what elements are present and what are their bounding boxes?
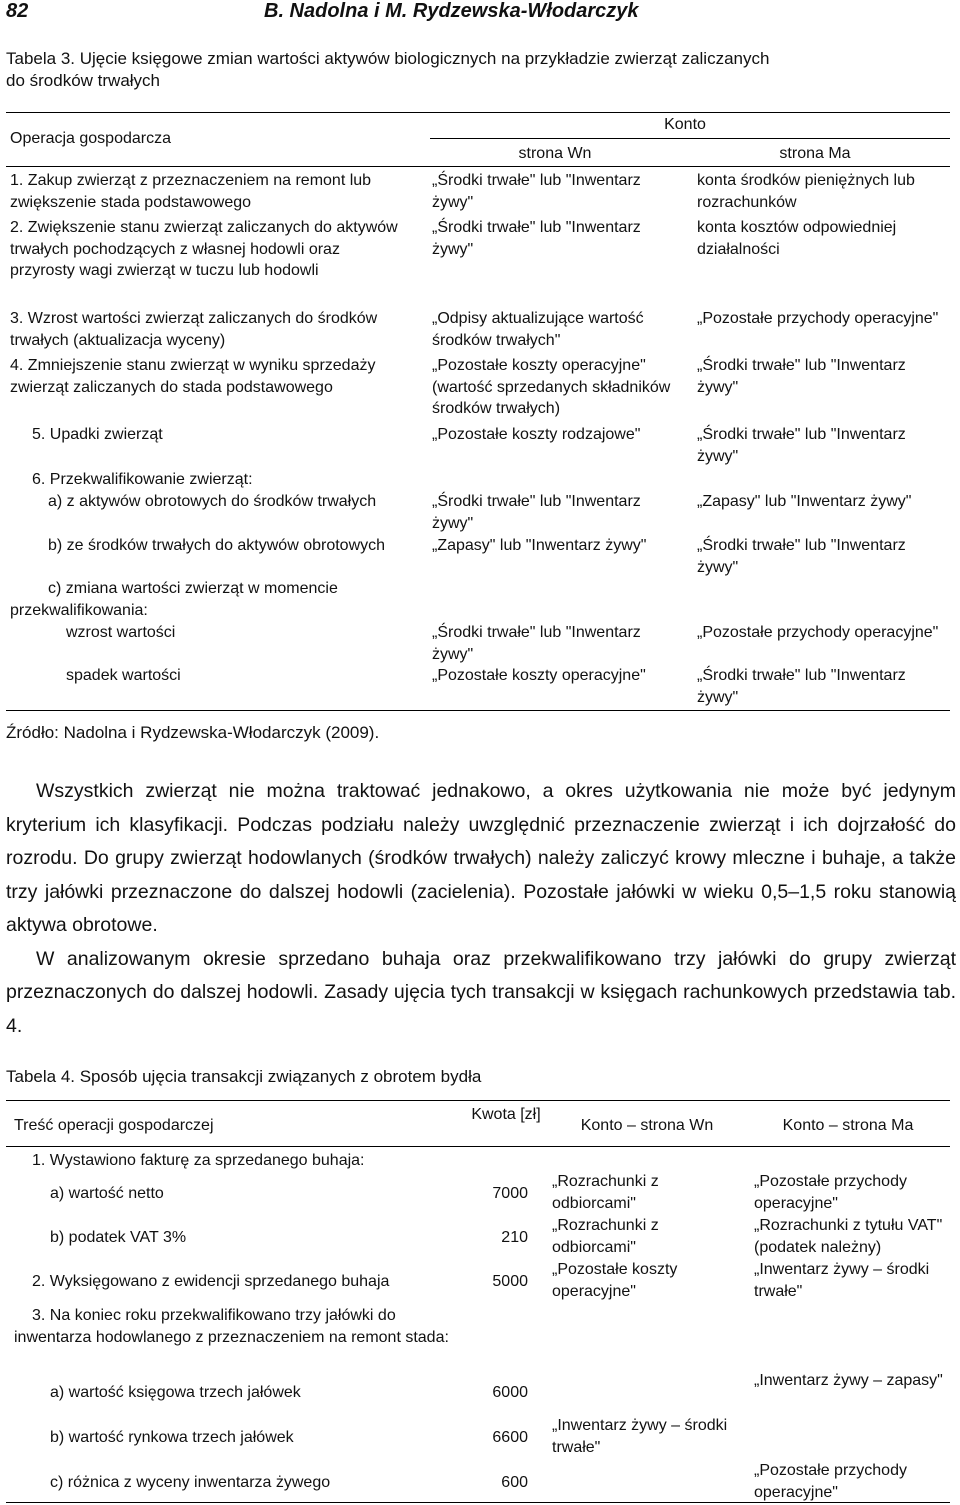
table3-source: Źródło: Nadolna i Rydzewska-Włodarczyk (2009). [6,723,380,742]
table4-row1a-wn-cell: „Rozrachunki z odbiorcami" [552,1173,659,1212]
table4-row2-op: 2. Wyksięgowano z ewidencji sprzedanego buhaja [32,1273,390,1290]
table4-row3c-amount: 600 [501,1474,528,1491]
table3-row5-ma-cell: „Środki trwałe" lub "Inwentarz żywy" [697,426,906,465]
table4-row1-op: 1. Wystawiono fakturę za sprzedanego buhaja: [32,1152,365,1169]
table3-row3-wn: Odpisy aktualizujące wartość środków trwałych" [432,310,644,349]
table3-row-increase-ma-cell: „Pozostałe przychody operacyjne" [697,624,939,641]
table3-caption-line1: Tabela 3. Ujęcie księgowe zmian wartości aktywów biologicznych na przykładzie zwierząt zaliczanych [6,49,770,68]
table3-row6a-wn: Środki trwałe" lub "Inwentarz żywy" [432,493,641,532]
table4-row2-wn: Pozostałe koszty operacyjne" [552,1261,678,1300]
table4-row3c-op: c) różnica z wyceny inwentarza żywego [50,1474,331,1491]
table3-row-decrease-wn: Pozostałe koszty operacyjne" [437,667,646,684]
table3-row1-wn: Środki trwałe" lub "Inwentarz żywy" [432,172,641,211]
table3-row5-ma: Środki trwałe" lub "Inwentarz żywy" [697,426,906,465]
table4-caption: Tabela 4. Sposób ujęcia transakcji związanych z obrotem bydła [6,1067,482,1086]
paragraph-2: W analizowanym okresie sprzedano buhaja oraz przekwalifikowano trzy jałówki do grupy zwierząt przeznaczonych do dalszej hodowli. Zasady ujęcia tych transakcji w księgach rachunkowych przedstawia tab. 4. [6,947,956,1037]
table4-row1b-wn-cell: „Rozrachunki z odbiorcami" [552,1217,659,1256]
paragraph-1: Wszystkich zwierząt nie można traktować jednakowo, a okres użytkowania nie może być jedynym kryterium ich klasyfikacji. Podczas podziału należy uwzględnić przeznaczenie zwierząt i ich dojrzałość do rozrodu. Do grupy zwierząt hodowlanych (środków trwałych) należy zaliczyć krowy mleczne i buhaje, a także trzy jałówki przeznaczone do dalszej hodowli (zacielenia). Pozostałe jałówki w wieku 0,5–1,5 roku stanowią aktywa obrotowe. [6,780,956,936]
table4-row3c-ma-cell: „Pozostałe przychody operacyjne" [754,1462,907,1501]
table3-header-rule [6,166,950,167]
table4-header-amount: Kwota [zł] [471,1106,541,1123]
body-text [6,775,956,1043]
table3-row4-ma: Środki trwałe" lub "Inwentarz żywy" [697,357,906,396]
table3-row5-wn-cell: „Pozostałe koszty rodzajowe" [432,426,641,443]
table3-row6b-ma-cell: „Środki trwałe" lub "Inwentarz żywy" [697,537,906,576]
table3-row5-wn: Pozostałe koszty rodzajowe" [437,426,641,443]
table3-row-increase-wn-cell: „Środki trwałe" lub "Inwentarz żywy" [432,624,641,663]
table3-row-wn: „Środki trwałe" lub "Inwentarz żywy" [432,172,641,211]
table3-header-wn: strona Wn [518,145,592,162]
table4-row3a-amount: 6000 [492,1384,528,1401]
table3-row-increase-wn: Środki trwałe" lub "Inwentarz żywy" [432,624,641,663]
table4-row2-ma: Inwentarz żywy – środki trwałe" [754,1261,930,1300]
running-header [6,0,956,28]
table3-row6c-op: c) zmiana wartości zwierząt w momencie przekwalifikowania: [10,580,338,619]
table3-row-operation [10,170,408,213]
table3-row-decrease-wn-cell: „Pozostałe koszty operacyjne" [432,667,646,684]
table3-caption [6,48,956,92]
table3-bottom-rule [6,710,950,711]
table3-top-rule [6,112,950,113]
table3-header-konto: Konto [664,116,706,133]
table4-row3a-ma-cell: „Inwentarz żywy – zapasy" [754,1372,943,1389]
table3-row6a-ma: Zapasy" lub "Inwentarz żywy" [702,493,912,510]
table4-header-rule [6,1146,950,1147]
table3-header-operation: Operacja gospodarcza [10,130,171,147]
table3-row3-op: 3. Wzrost wartości zwierząt zaliczanych do środków trwałych (aktualizacja wyceny) [10,310,378,349]
table3-row6b-ma: Środki trwałe" lub "Inwentarz żywy" [697,537,906,576]
table4-row1a-op: a) wartość netto [50,1185,164,1202]
table3-row4-wn-cell: „Pozostałe koszty operacyjne" (wartość sprzedanych składników środków trwałych) [432,357,671,417]
table3-row3-ma: Pozostałe przychody operacyjne" [702,310,939,327]
table4-row1a-ma-cell: „Pozostałe przychody operacyjne" [754,1173,907,1212]
table4-row3-op: 3. Na koniec roku przekwalifikowano trzy jałówki do inwentarza hodowlanego z przeznaczeniem na remont stada: [14,1307,449,1346]
table3-row2-ma: konta kosztów odpowiedniej działalności [697,219,897,258]
table3-row1-op: 1. Zakup zwierząt z przeznaczeniem na remont lub zwiększenie stada podstawowego [10,172,372,211]
table3-row6b-wn: Zapasy" lub "Inwentarz żywy" [437,537,647,554]
table4-row3b-op: b) wartość rynkowa trzech jałówek [50,1429,294,1446]
table4-row1a-wn: Rozrachunki z odbiorcami" [552,1173,659,1212]
table3-row6a-op: a) z aktywów obrotowych do środków trwałych [48,493,377,510]
table4-row1b-op: b) podatek VAT 3% [50,1229,187,1246]
table4-row3a-ma: Inwentarz żywy – zapasy" [759,1372,943,1389]
table3-row4-ma-cell: „Środki trwałe" lub "Inwentarz żywy" [697,357,906,396]
table3-row2-op: 2. Zwiększenie stanu zwierząt zaliczanych do aktywów trwałych pochodzących z własnej hodowli oraz przyrosty wagi zwierząt w tuczu lub hodowli [10,219,398,279]
table4-top-rule [6,1100,950,1101]
table4-header-wn: Konto – strona Wn [580,1117,714,1134]
table3-row2-wn: Środki trwałe" lub "Inwentarz żywy" [432,219,641,258]
table3-caption-line2: do środków trwałych [6,71,161,90]
table3-row6a-wn-cell: „Środki trwałe" lub "Inwentarz żywy" [432,493,641,532]
table4-row1b-ma: Rozrachunki z tytułu VAT" (podatek należny) [754,1217,943,1256]
table3-row-decrease-op: spadek wartości [66,667,181,684]
table4-row3b-wn: Inwentarz żywy – środki trwałe" [552,1417,728,1456]
table3-row3-ma-cell: „Pozostałe przychody operacyjne" [697,310,939,327]
table4-row2-wn-cell: „Pozostałe koszty operacyjne" [552,1261,678,1300]
table3-row3-wn-cell: „Odpisy aktualizujące wartość środków trwałych" [432,310,644,349]
table4-row1a-ma: Pozostałe przychody operacyjne" [754,1173,907,1212]
table3-row4-wn: Pozostałe koszty operacyjne" (wartość sprzedanych składników środków trwałych) [432,357,671,417]
table3-header-ma: strona Ma [779,145,851,162]
table4-row3c-ma: Pozostałe przychody operacyjne" [754,1462,907,1501]
table3-row2-wn-cell: „Środki trwałe" lub "Inwentarz żywy" [432,219,641,258]
table3-row4-op: 4. Zmniejszenie stanu zwierząt w wyniku sprzedaży zwierząt zaliczanych do stada podstawowego [10,357,376,396]
table4-row1b-ma-cell: „Rozrachunki z tytułu VAT" (podatek należny) [754,1217,943,1256]
page-number: 82 [6,0,29,22]
table4-row2-amount: 5000 [492,1273,528,1290]
table3-row6a-ma-cell: „Zapasy" lub "Inwentarz żywy" [697,493,912,510]
table3-row5-op: 5. Upadki zwierząt [32,426,163,443]
table3-row-decrease-ma-cell: „Środki trwałe" lub "Inwentarz żywy" [697,667,906,706]
table3-row-ma: konta środków pieniężnych lub rozrachunków [697,172,915,211]
table3-header-subrule [430,138,950,139]
table4-bottom-rule [6,1502,950,1503]
table4-row3b-amount: 6600 [492,1429,528,1446]
table3-row6b-op: b) ze środków trwałych do aktywów obrotowych [48,537,386,554]
running-header-authors: B. Nadolna i M. Rydzewska-Włodarczyk [264,0,639,22]
table3-row6-op: 6. Przekwalifikowanie zwierząt: [32,471,253,488]
table4-row1b-amount: 210 [501,1229,528,1246]
table4-header-operation: Treść operacji gospodarczej [14,1117,214,1134]
table3-row6b-wn-cell: „Zapasy" lub "Inwentarz żywy" [432,537,647,554]
table4-row2-ma-cell: „Inwentarz żywy – środki trwałe" [754,1261,930,1300]
table3-row-increase-op: wzrost wartości [66,624,176,641]
table3-row-decrease-ma: Środki trwałe" lub "Inwentarz żywy" [697,667,906,706]
table4-row3a-op: a) wartość księgowa trzech jałówek [50,1384,301,1401]
table4-header-ma: Konto – strona Ma [782,1117,914,1134]
table4-row3b-wn-cell: „Inwentarz żywy – środki trwałe" [552,1417,728,1456]
table4-row1b-wn: Rozrachunki z odbiorcami" [552,1217,659,1256]
table3-row-increase-ma: Pozostałe przychody operacyjne" [702,624,939,641]
table4-row1a-amount: 7000 [492,1185,528,1202]
